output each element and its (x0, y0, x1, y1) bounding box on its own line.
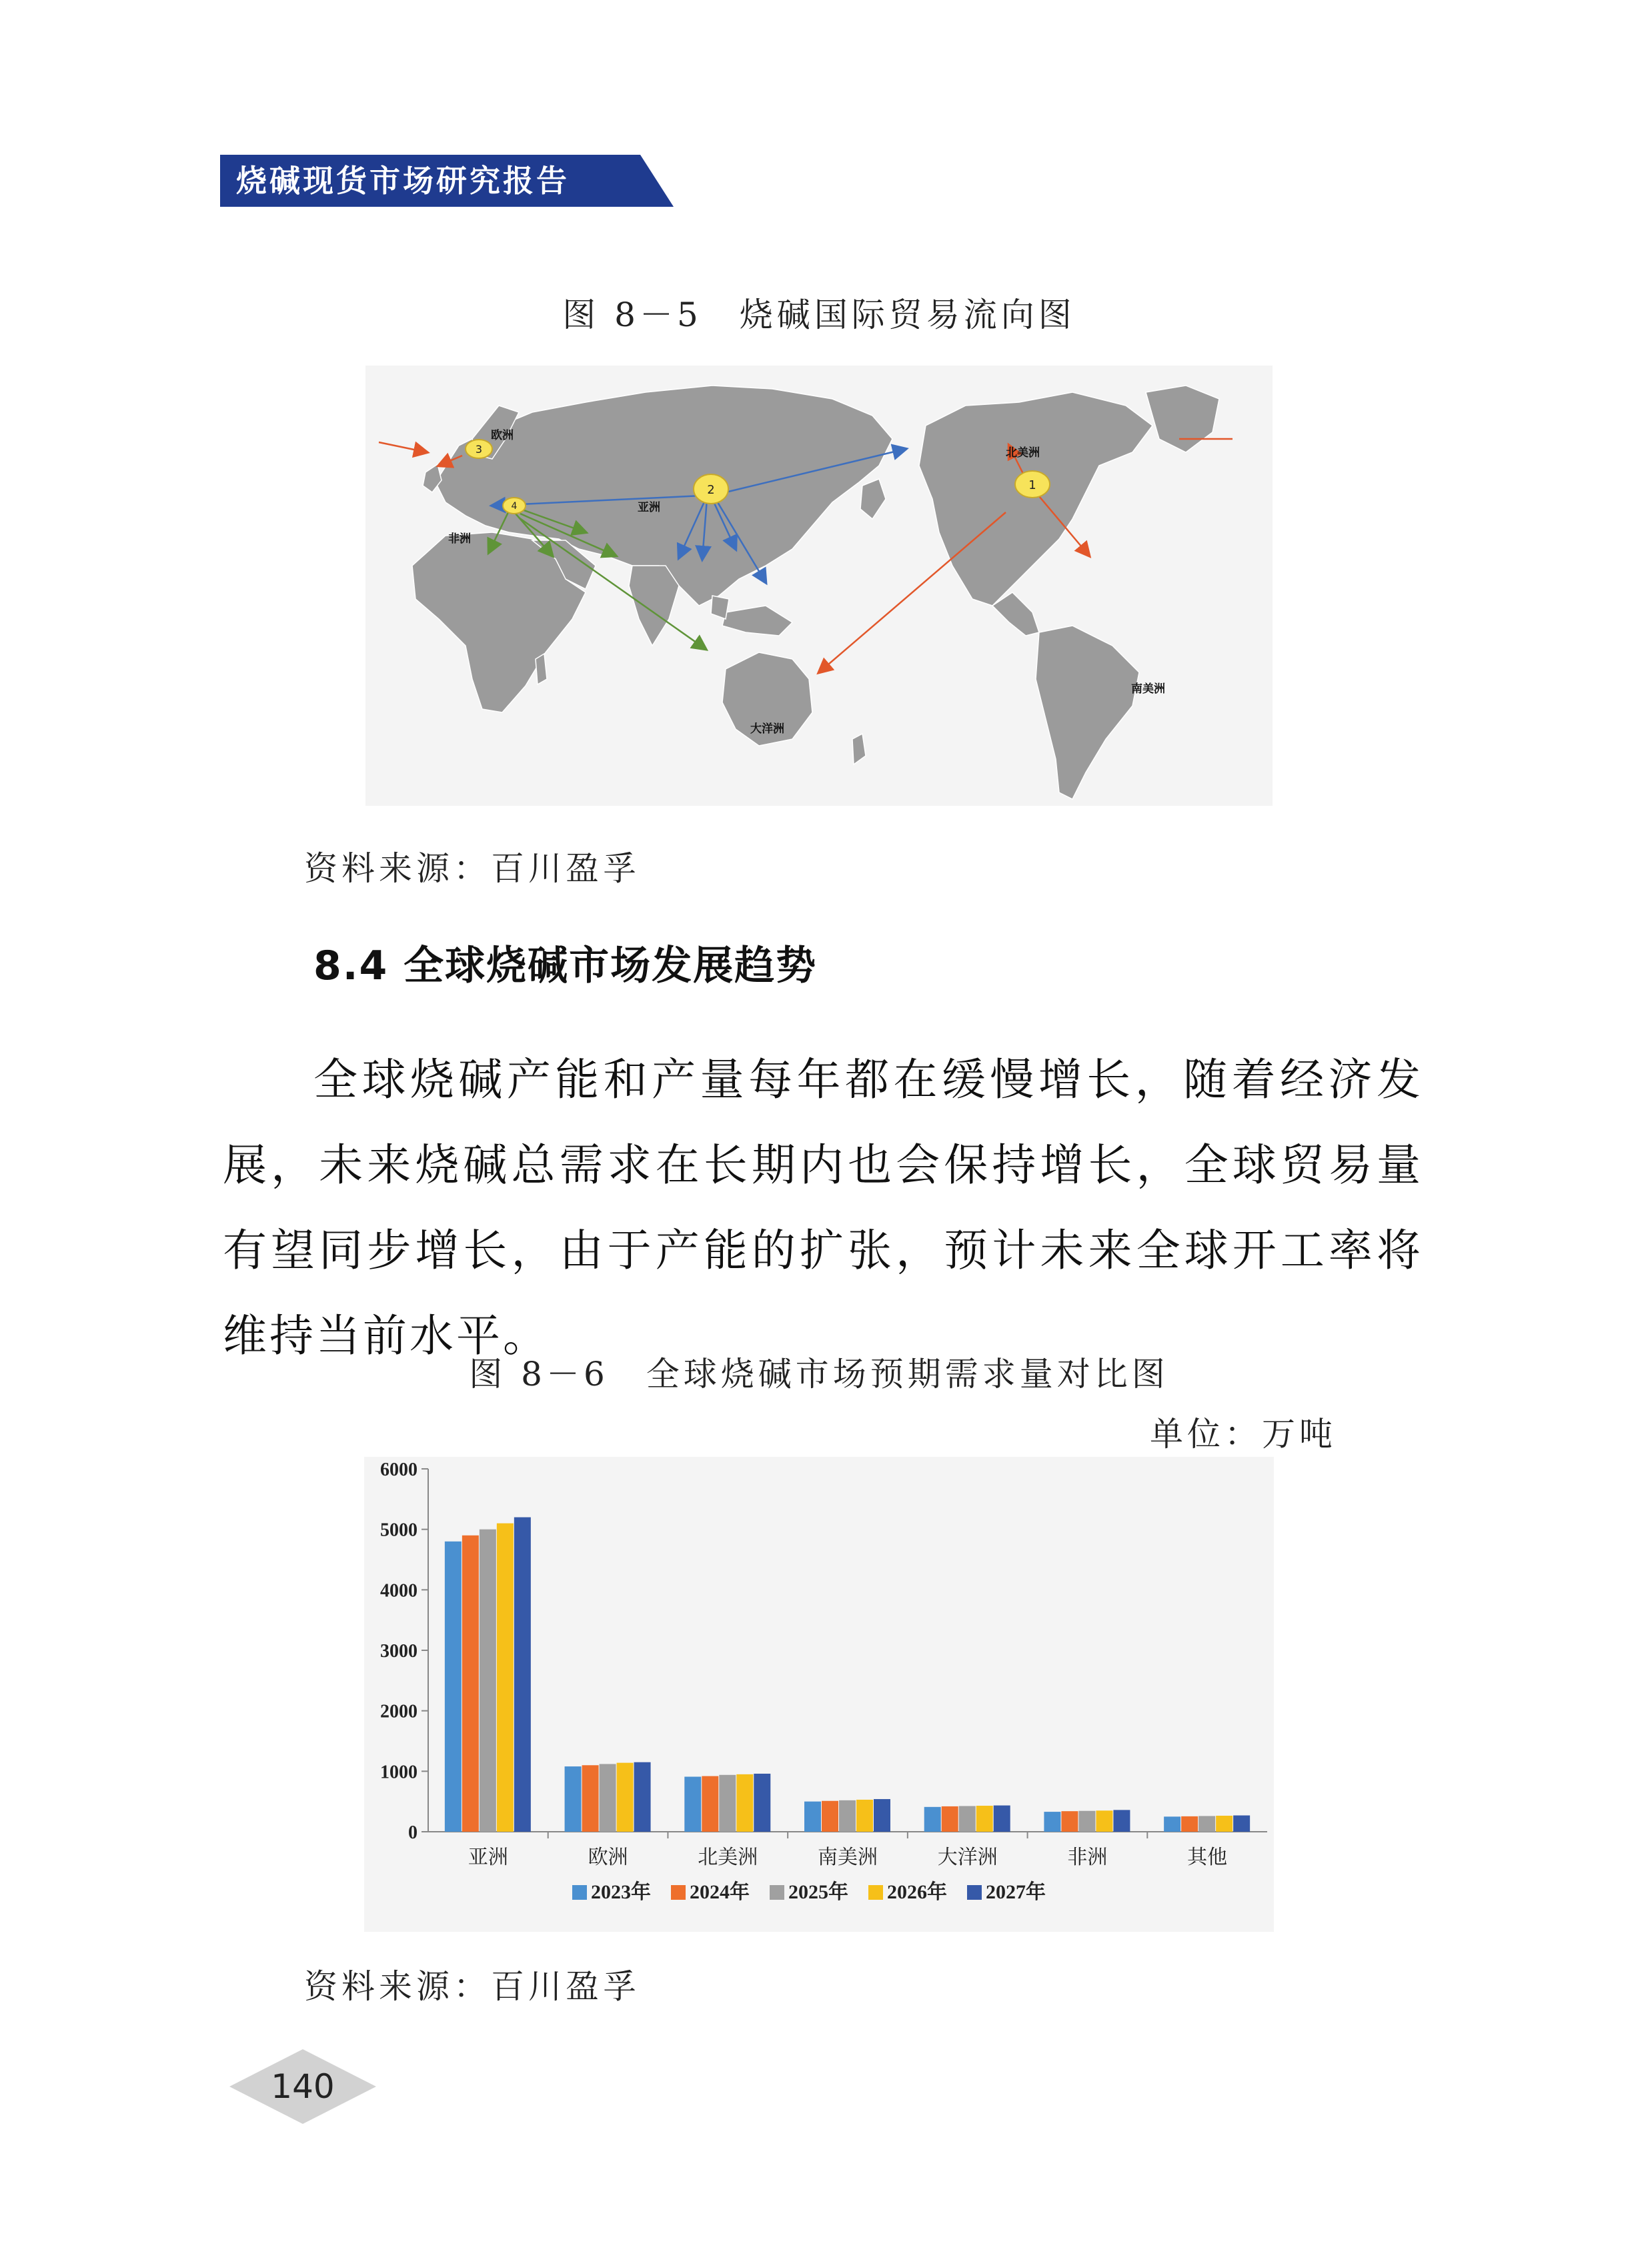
se-asia-islands (722, 606, 792, 636)
bar-欧洲-2025年 (600, 1764, 616, 1832)
x-category-label: 欧洲 (588, 1846, 628, 1869)
bar-非洲-2027年 (1113, 1810, 1130, 1832)
map-label-asia: 亚洲 (638, 501, 660, 514)
demand-bar-chart (364, 1457, 1274, 1932)
x-category-label: 非洲 (1067, 1846, 1108, 1869)
legend-label: 2024年 (690, 1881, 750, 1903)
bar-欧洲-2026年 (617, 1763, 634, 1832)
x-category-label: 北美洲 (698, 1846, 758, 1869)
bar-其他-2023年 (1164, 1816, 1180, 1832)
legend-swatch-2025年 (770, 1885, 784, 1900)
legend-label: 2025年 (788, 1881, 848, 1903)
svg-text:2: 2 (707, 483, 715, 497)
bar-南美洲-2023年 (804, 1802, 821, 1832)
bar-欧洲-2023年 (565, 1766, 582, 1832)
bar-非洲-2026年 (1096, 1810, 1112, 1832)
y-tick-label: 5000 (380, 1520, 418, 1541)
figure-1-source: 资料来源：百川盈孚 (304, 849, 640, 888)
x-category-label: 南美洲 (818, 1846, 878, 1869)
chart-unit-label: 单位：万吨 (1150, 1415, 1337, 1454)
y-tick-label: 1000 (380, 1762, 418, 1783)
bar-亚洲-2024年 (462, 1536, 479, 1832)
bar-南美洲-2027年 (874, 1799, 890, 1832)
y-tick-label: 2000 (380, 1701, 418, 1722)
header-banner (220, 155, 674, 207)
south-america-landmass (1036, 626, 1139, 799)
bar-北美洲-2026年 (736, 1774, 753, 1832)
greenland-landmass (1146, 386, 1219, 452)
map-label-north-america: 北美洲 (1006, 446, 1040, 460)
figure-1-caption: 图 8－5 烧碱国际贸易流向图 (562, 296, 1076, 334)
bar-非洲-2024年 (1061, 1811, 1078, 1832)
page-number: 140 (271, 2067, 335, 2106)
legend-swatch-2024年 (671, 1885, 686, 1900)
svg-text:3: 3 (475, 443, 483, 456)
page-number-badge (224, 2043, 381, 2131)
bar-大洋洲-2023年 (924, 1807, 941, 1832)
x-category-label: 大洋洲 (937, 1846, 998, 1869)
svg-text:1: 1 (1028, 478, 1036, 492)
figure-2-source: 资料来源：百川盈孚 (304, 1967, 640, 2006)
figure-2-caption: 图 8－6 全球烧碱市场预期需求量对比图 (469, 1355, 1169, 1393)
y-tick-label: 3000 (380, 1641, 418, 1662)
bar-亚洲-2025年 (480, 1530, 496, 1832)
y-tick-label: 0 (408, 1822, 418, 1843)
bar-欧洲-2027年 (634, 1762, 651, 1832)
x-category-label: 其他 (1187, 1846, 1228, 1869)
bar-大洋洲-2026年 (976, 1806, 993, 1832)
bar-北美洲-2023年 (684, 1776, 701, 1832)
bar-南美洲-2024年 (822, 1801, 838, 1832)
bar-亚洲-2023年 (445, 1542, 462, 1832)
legend-swatch-2023年 (572, 1885, 587, 1900)
bar-南美洲-2026年 (856, 1800, 873, 1832)
legend-label: 2026年 (887, 1881, 947, 1903)
bar-其他-2026年 (1216, 1816, 1233, 1832)
map-label-south-america: 南美洲 (1131, 682, 1165, 696)
legend-swatch-2027年 (967, 1885, 982, 1900)
north-america-landmass (919, 392, 1152, 606)
chart-svg (364, 1457, 1274, 1932)
y-tick-label: 4000 (380, 1580, 418, 1602)
india-landmass (629, 566, 679, 646)
bar-其他-2024年 (1181, 1816, 1198, 1832)
legend-swatch-2026年 (868, 1885, 883, 1900)
bar-欧洲-2024年 (582, 1765, 599, 1832)
map-label-africa: 非洲 (448, 532, 471, 546)
bar-大洋洲-2025年 (959, 1806, 976, 1832)
map-label-oceania: 大洋洲 (750, 722, 784, 736)
x-category-label: 亚洲 (468, 1846, 508, 1869)
bar-大洋洲-2024年 (942, 1806, 958, 1832)
trade-flow-map (365, 366, 1273, 806)
svg-text:4: 4 (511, 501, 518, 512)
bar-其他-2027年 (1233, 1816, 1250, 1832)
bar-北美洲-2025年 (719, 1775, 736, 1832)
body-paragraph: 全球烧碱产能和产量每年都在缓慢增长，随着经济发展，未来烧碱总需求在长期内也会保持增长，全球贸易量有望同步增长，由于产能的扩张，预计未来全球开工率将维持当前水平。 (223, 1054, 1423, 1361)
map-label-europe: 欧洲 (491, 429, 514, 442)
bar-亚洲-2027年 (514, 1518, 531, 1832)
bar-南美洲-2025年 (839, 1800, 856, 1832)
y-tick-label: 6000 (380, 1460, 418, 1480)
bar-北美洲-2027年 (754, 1774, 770, 1832)
section-heading: 8.4 全球烧碱市场发展趋势 (313, 943, 818, 989)
bar-北美洲-2024年 (702, 1776, 718, 1832)
bar-大洋洲-2027年 (994, 1806, 1010, 1832)
legend-label: 2023年 (591, 1881, 651, 1903)
legend-label: 2027年 (986, 1881, 1046, 1903)
bar-其他-2025年 (1198, 1816, 1215, 1832)
bar-亚洲-2026年 (497, 1524, 514, 1832)
bar-非洲-2023年 (1044, 1812, 1060, 1832)
bar-非洲-2025年 (1078, 1811, 1095, 1832)
header-title: 烧碱现货市场研究报告 (236, 163, 570, 199)
